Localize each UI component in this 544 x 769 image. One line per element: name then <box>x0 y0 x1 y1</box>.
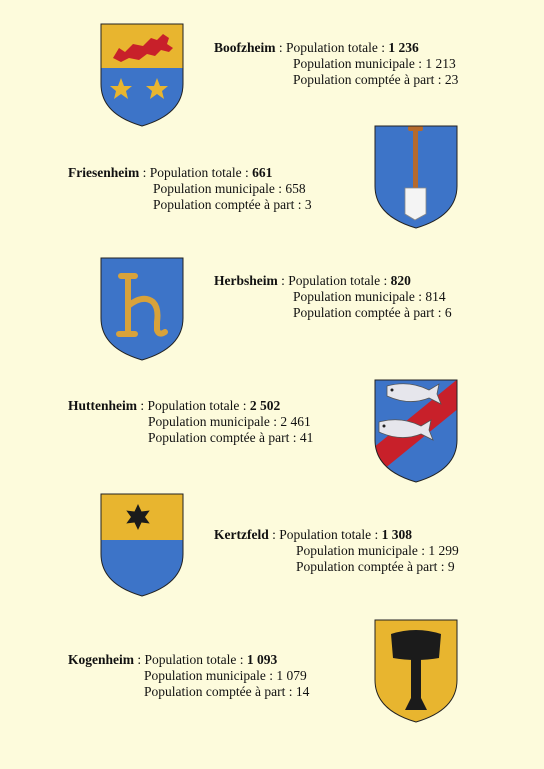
totale-value: 820 <box>390 273 411 288</box>
separator: : <box>275 40 287 55</box>
municipale-line: Population municipale : 1 079 <box>144 668 307 683</box>
municipale-line: Population municipale : 814 <box>293 289 446 304</box>
totale-label: Population totale : <box>288 273 391 288</box>
commune-name: Kogenheim <box>68 652 134 667</box>
separator: : <box>139 165 150 180</box>
totale-value: 2 502 <box>249 398 281 413</box>
kertzfeld-entry <box>214 527 459 575</box>
separator: : <box>137 398 148 413</box>
herbsheim-coat-of-arms <box>99 256 185 362</box>
commune-name: Boofzheim <box>214 40 276 55</box>
friesenheim-coat-of-arms <box>373 124 459 230</box>
commune-name: Herbsheim <box>214 273 278 288</box>
part-line: Population comptée à part : 6 <box>293 305 452 320</box>
kertzfeld-coat-of-arms <box>99 492 185 598</box>
commune-name: Friesenheim <box>68 165 140 180</box>
boofzheim-line-totale <box>214 40 419 55</box>
friesenheim-entry <box>68 165 312 213</box>
spade-shield-icon <box>373 124 459 230</box>
herbsheim-entry <box>214 273 452 321</box>
huttenheim-coat-of-arms <box>373 378 459 484</box>
hammer-shield-icon <box>373 618 459 724</box>
letter-h-shield-icon <box>99 256 185 362</box>
totale-value: 1 093 <box>246 652 278 667</box>
star-shield-icon <box>99 492 185 598</box>
part-line: Population comptée à part : 3 <box>153 197 312 212</box>
two-fish-shield-icon <box>373 378 459 484</box>
kertzfeld-line-totale <box>214 527 412 542</box>
part-line: Population comptée à part : 9 <box>296 559 455 574</box>
part-line: Population comptée à part : 14 <box>144 684 310 699</box>
municipale-line: Population municipale : 2 461 <box>148 414 311 429</box>
municipale-line: Population municipale : 1 299 <box>296 543 459 558</box>
separator: : <box>277 273 289 288</box>
municipale-line: Population municipale : 1 213 <box>293 56 456 71</box>
boofzheim-entry <box>214 40 458 88</box>
commune-name: Kertzfeld <box>214 527 269 542</box>
boofzheim-coat-of-arms <box>99 22 185 128</box>
totale-label: Population totale : <box>279 527 382 542</box>
totale-value: 661 <box>252 165 273 180</box>
totale-label: Population totale : <box>147 398 250 413</box>
municipale-line: Population municipale : 658 <box>153 181 306 196</box>
kogenheim-line-totale <box>68 652 277 667</box>
part-line: Population comptée à part : 41 <box>148 430 314 445</box>
kogenheim-coat-of-arms <box>373 618 459 724</box>
separator: : <box>134 652 145 667</box>
kogenheim-entry <box>68 652 309 700</box>
huttenheim-entry <box>68 398 313 446</box>
totale-label: Population totale : <box>286 40 389 55</box>
separator: : <box>268 527 280 542</box>
herbsheim-line-totale <box>214 273 411 288</box>
totale-value: 1 236 <box>388 40 419 55</box>
friesenheim-line-totale <box>68 165 272 180</box>
part-line: Population comptée à part : 23 <box>293 72 459 87</box>
totale-label: Population totale : <box>149 165 253 180</box>
totale-label: Population totale : <box>144 652 247 667</box>
commune-name: Huttenheim <box>68 398 137 413</box>
totale-value: 1 308 <box>381 527 412 542</box>
huttenheim-line-totale <box>68 398 280 413</box>
lion-and-stars-shield-icon <box>99 22 185 128</box>
